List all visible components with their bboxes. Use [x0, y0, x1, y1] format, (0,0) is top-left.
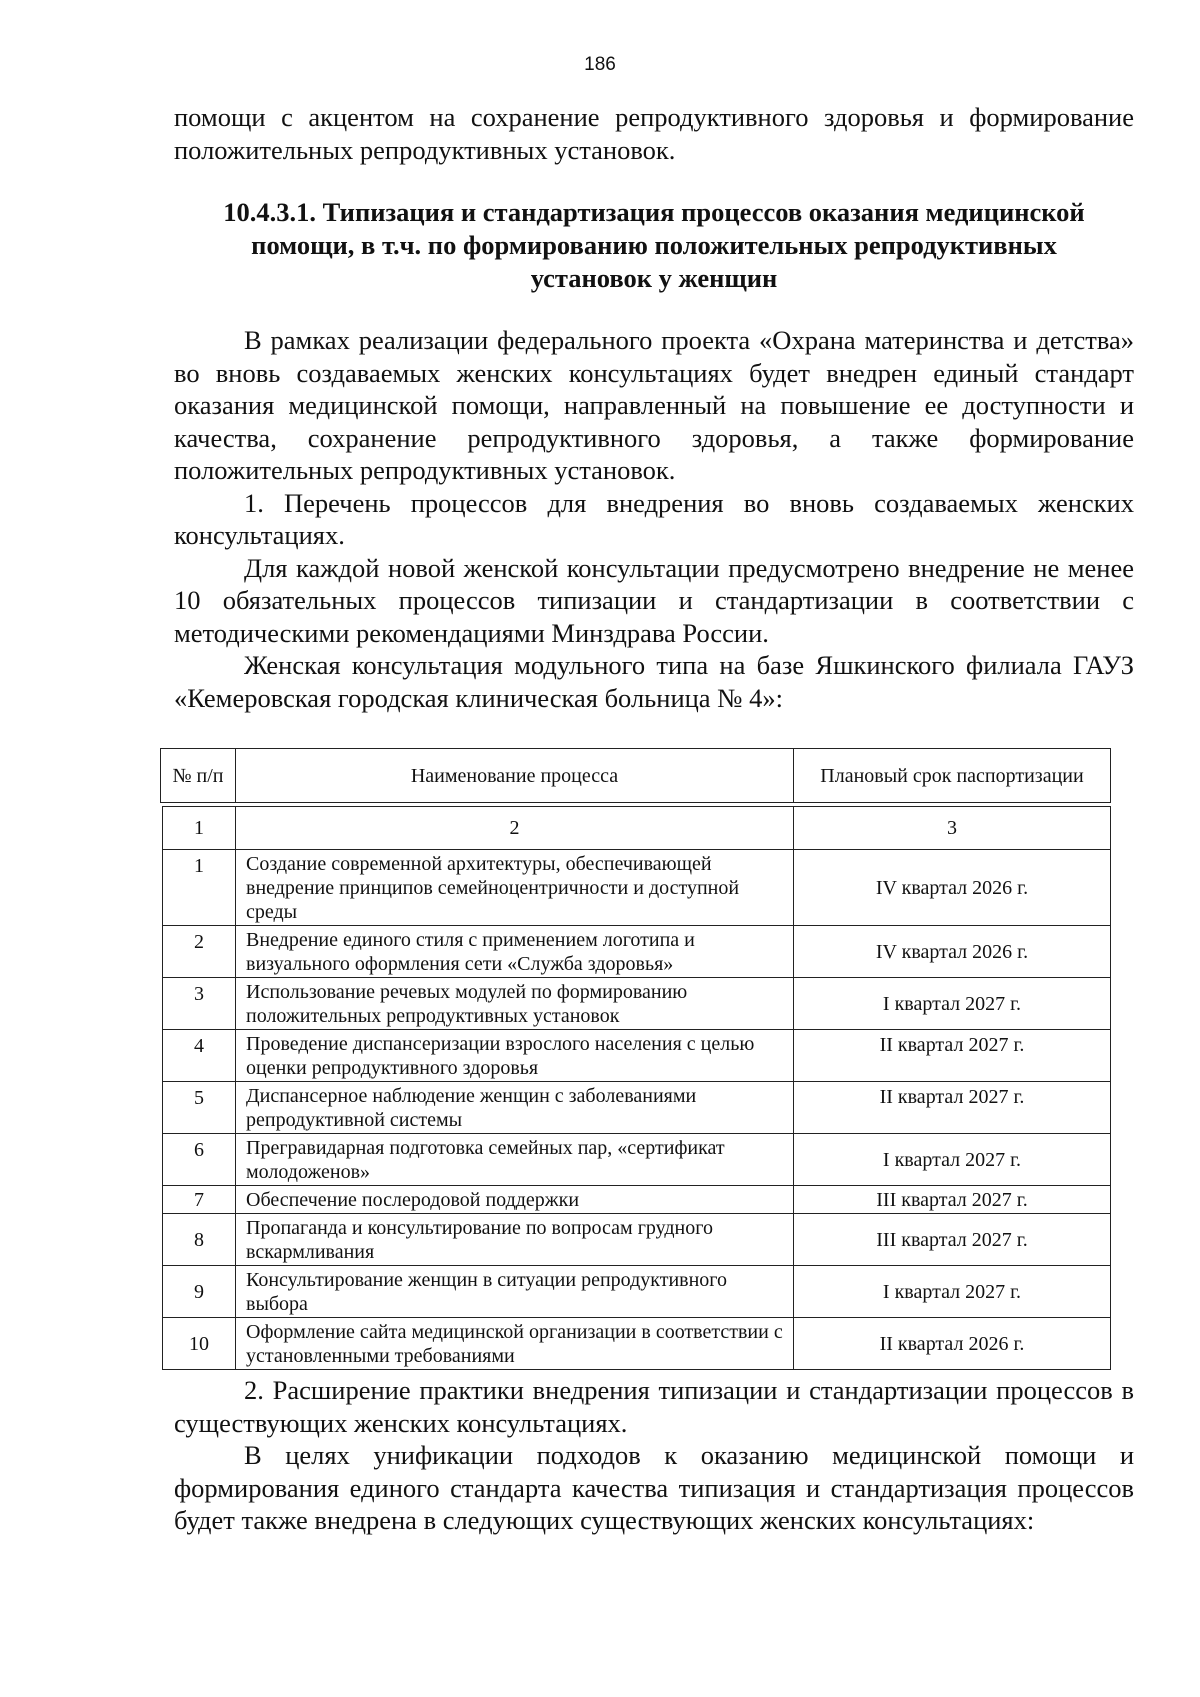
table-row — [163, 850, 1111, 926]
process-name: Диспансерное наблюдение женщин с заболеваниями репродуктивной системы — [236, 1082, 794, 1134]
column-number: 1 — [163, 807, 236, 850]
intro-block — [174, 101, 1134, 166]
table-row — [163, 1318, 1111, 1370]
deadline: I квартал 2027 г. — [794, 1266, 1111, 1318]
table-header-row — [161, 749, 1111, 803]
deadline: III квартал 2027 г. — [794, 1214, 1111, 1266]
page-number: 186 — [584, 54, 616, 75]
column-number-row — [163, 807, 1111, 850]
header-process-name: Наименование процесса — [236, 749, 794, 803]
table-row — [163, 1134, 1111, 1186]
deadline: II квартал 2026 г. — [794, 1318, 1111, 1370]
deadline: IV квартал 2026 г. — [794, 926, 1111, 978]
paragraph-clinic: Женская консультация модульного типа на базе Яшкинского филиала ГАУЗ «Кемеровская городская клиническая больница № 4»: — [174, 650, 1134, 713]
table-row — [163, 926, 1111, 978]
column-number: 2 — [236, 807, 794, 850]
process-name: Оформление сайта медицинской организации в соответствии с установленными требованиями — [236, 1318, 794, 1370]
process-name: Создание современной архитектуры, обеспечивающей внедрение принципов семейноцентричности и доступной среды — [236, 850, 794, 926]
table-row — [163, 978, 1111, 1030]
paragraph-unification: В целях унификации подходов к оказанию медицинской помощи и формирования единого стандарта качества типизация и стандартизация процессов будет также внедрена в следующих существующих женских консультациях: — [174, 1440, 1134, 1535]
process-name: Внедрение единого стиля с применением логотипа и визуального оформления сети «Служба здоровья» — [236, 926, 794, 978]
table-row — [163, 1266, 1111, 1318]
deadline: I квартал 2027 г. — [794, 1134, 1111, 1186]
row-number: 8 — [163, 1214, 236, 1266]
paragraph-project: В рамках реализации федерального проекта «Охрана материнства и детства» во вновь создаваемых женских консультациях будет внедрен единый стандарт оказания медицинской помощи, направленный на повышение ее доступности и качества, сохранение репродуктивного здоровья, а также формирование положительных репродуктивных установок. — [174, 325, 1134, 485]
row-number: 5 — [163, 1082, 236, 1134]
row-number: 7 — [163, 1186, 236, 1214]
table-row — [163, 1082, 1111, 1134]
row-number: 2 — [163, 926, 236, 978]
row-number: 6 — [163, 1134, 236, 1186]
deadline: III квартал 2027 г. — [794, 1186, 1111, 1214]
intro-paragraph: помощи с акцентом на сохранение репродуктивного здоровья и формирование положительных репродуктивных установок. — [174, 102, 1134, 165]
tail-block — [174, 1374, 1134, 1537]
process-name: Консультирование женщин в ситуации репродуктивного выбора — [236, 1266, 794, 1318]
header-deadline: Плановый срок паспортизации — [794, 749, 1111, 803]
section-heading-line-3: установок у женщин — [530, 263, 778, 293]
row-number: 10 — [163, 1318, 236, 1370]
deadline: I квартал 2027 г. — [794, 978, 1111, 1030]
table-header — [160, 748, 1111, 803]
column-number: 3 — [794, 807, 1111, 850]
process-name: Пропаганда и консультирование по вопросам грудного вскармливания — [236, 1214, 794, 1266]
process-name: Обеспечение послеродовой поддержки — [236, 1186, 794, 1214]
body-block — [174, 324, 1134, 714]
process-name: Прегравидарная подготовка семейных пар, «сертификат молодоженов» — [236, 1134, 794, 1186]
row-number: 1 — [163, 850, 236, 926]
deadline: II квартал 2027 г. — [794, 1030, 1111, 1082]
paragraph-requirements: Для каждой новой женской консультации предусмотрено внедрение не менее 10 обязательных процессов типизации и стандартизации в соответствии с методическими рекомендациями Минздрава России. — [174, 552, 1134, 648]
deadline: IV квартал 2026 г. — [794, 850, 1111, 926]
paragraph-list-heading: 1. Перечень процессов для внедрения во вновь создаваемых женских консультациях. — [174, 487, 1134, 550]
paragraph-expansion: 2. Расширение практики внедрения типизации и стандартизации процессов в существующих женских консультациях. — [174, 1375, 1134, 1438]
row-number: 4 — [163, 1030, 236, 1082]
process-table — [162, 806, 1111, 1370]
row-number: 3 — [163, 978, 236, 1030]
process-name: Использование речевых модулей по формированию положительных репродуктивных установок — [236, 978, 794, 1030]
table-row — [163, 1214, 1111, 1266]
table-row — [163, 1030, 1111, 1082]
table-row — [163, 1186, 1111, 1214]
section-heading-line-1: 10.4.3.1. Типизация и стандартизация процессов оказания медицинской — [223, 197, 1085, 227]
header-number: № п/п — [161, 749, 236, 803]
row-number: 9 — [163, 1266, 236, 1318]
deadline: II квартал 2027 г. — [794, 1082, 1111, 1134]
section-heading — [174, 196, 1134, 295]
process-name: Проведение диспансеризации взрослого населения с целью оценки репродуктивного здоровья — [236, 1030, 794, 1082]
section-heading-line-2: помощи, в т.ч. по формированию положительных репродуктивных — [251, 230, 1057, 260]
